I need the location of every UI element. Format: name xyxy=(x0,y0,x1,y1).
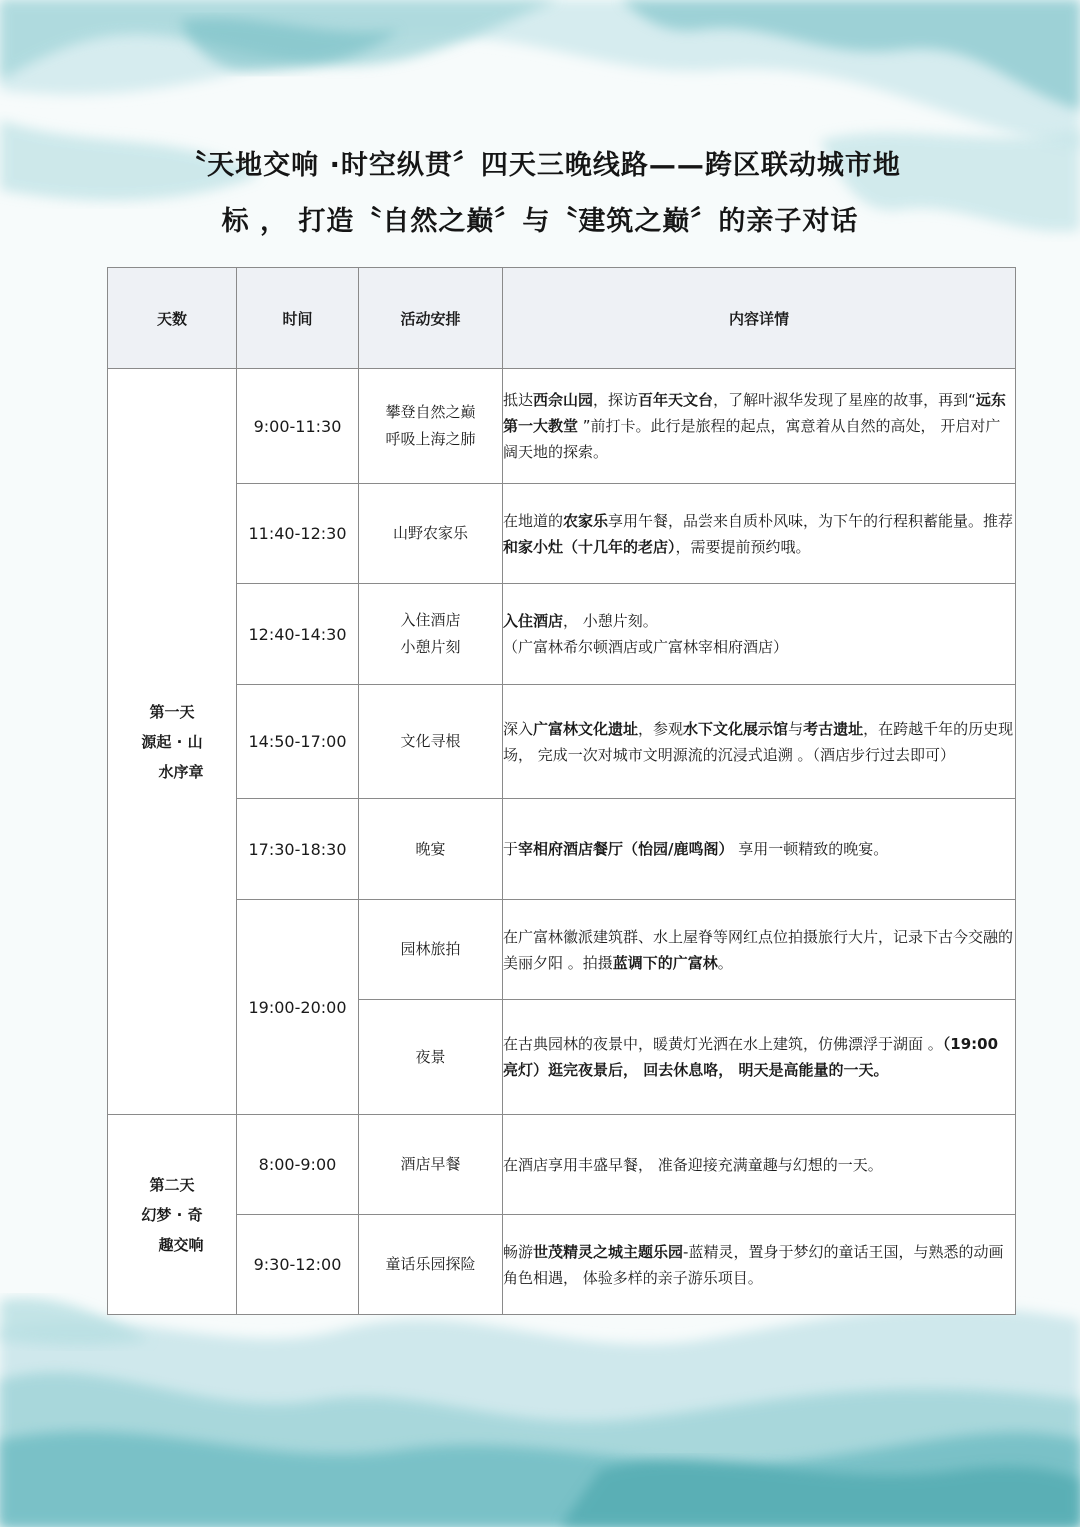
detail-highlight: 和家小灶（十几年的老店） xyxy=(503,537,676,556)
detail-text: 畅游 xyxy=(503,1242,534,1261)
detail-highlight: 广富林文化遗址 xyxy=(533,719,639,738)
detail-text: 抵达 xyxy=(503,391,534,409)
day-one-label: 第一天 xyxy=(149,702,195,721)
detail-highlight: 西佘山园 xyxy=(533,391,594,409)
detail-highlight: 入住酒店 xyxy=(503,612,564,630)
detail-cell xyxy=(503,685,1016,799)
detail-cell xyxy=(503,584,1016,685)
header-day: 天数 xyxy=(108,268,237,369)
header-details: 内容详情 xyxy=(503,268,1016,369)
activity-line: 山野农家乐 xyxy=(392,524,468,542)
activity-cell xyxy=(359,584,503,685)
activity-line: 园林旅拍 xyxy=(400,940,461,958)
activity-cell xyxy=(359,1000,503,1115)
detail-text: 于 xyxy=(503,840,519,858)
detail-text: ， 小憩片刻。 xyxy=(563,612,658,630)
detail-text: ，探访 xyxy=(593,391,639,409)
activity-line: 夜景 xyxy=(415,1047,446,1066)
detail-highlight: 宰相府酒店餐厅（怡园/鹿鸣阁） xyxy=(518,840,734,858)
detail-text: ，参观 xyxy=(638,719,684,738)
activity-cell xyxy=(359,1215,503,1315)
table-row xyxy=(108,1115,1016,1215)
title-line-2: 标 ， 打造〝自然之巅〞与〝建筑之巅〞的亲子对话 xyxy=(221,206,859,237)
day-one-theme-1: 源起 · 山 xyxy=(141,732,203,751)
time-cell: 9:30-12:00 xyxy=(237,1215,359,1315)
time-cell: 19:00-20:00 xyxy=(237,900,359,1115)
detail-cell xyxy=(503,900,1016,1000)
detail-text: ，需要提前预约哦。 xyxy=(675,537,811,556)
time-cell: 14:50-17:00 xyxy=(237,685,359,799)
detail-text: ，了解叶淑华发现了星座的故事，再到“ xyxy=(713,391,976,409)
table-row xyxy=(108,484,1016,584)
detail-text: 与 xyxy=(788,719,804,738)
time-cell: 12:40-14:30 xyxy=(237,584,359,685)
detail-text: 。 xyxy=(717,953,733,972)
detail-text: 在地道的 xyxy=(503,511,564,530)
activity-line: 文化寻根 xyxy=(400,732,461,750)
activity-line: 酒店早餐 xyxy=(400,1155,461,1173)
detail-highlight: 考古遗址 xyxy=(803,719,864,738)
activity-line: 呼吸上海之肺 xyxy=(385,430,476,448)
detail-highlight: 农家乐 xyxy=(563,511,609,530)
activity-line: 小憩片刻 xyxy=(400,638,461,656)
activity-cell xyxy=(359,484,503,584)
detail-highlight: 远东第一大教堂 xyxy=(503,391,1006,435)
day-one-theme-2: 水序章 xyxy=(158,762,204,781)
detail-text: 在古典园林的夜景中，暖黄灯光洒在水上建筑，仿佛漂浮于湖面 。 xyxy=(503,1035,943,1053)
table-row xyxy=(108,900,1016,1000)
page-title xyxy=(0,138,1080,250)
table-row xyxy=(108,584,1016,685)
time-cell: 17:30-18:30 xyxy=(237,799,359,900)
table-row xyxy=(108,369,1016,484)
detail-highlight: 世茂精灵之城主题乐园 xyxy=(533,1242,684,1261)
activity-line: 入住酒店 xyxy=(400,611,461,629)
detail-highlight: （19:00 亮灯）逛完夜景后， 回去休息咯， 明天是高能量的一天。 xyxy=(503,1035,999,1079)
day-two-theme-2: 趣交响 xyxy=(158,1235,204,1254)
header-activity: 活动安排 xyxy=(359,268,503,369)
detail-text: ”前打卡。此行是旅程的起点，寓意着从自然的高处， 开启对广阔天地的探索。 xyxy=(503,417,1001,461)
table-row xyxy=(108,799,1016,900)
detail-text: 在广富林徽派建筑群、水上屋脊等网红点位拍摄旅行大片，记录下古今交融的美丽夕阳 。拍摄 xyxy=(503,927,1014,972)
day-two-label: 第二天 xyxy=(149,1175,195,1194)
detail-text: 享用午餐，品尝来自质朴风味，为下午的行程积蓄能量。推荐 xyxy=(608,511,1014,530)
detail-cell xyxy=(503,1000,1016,1115)
table-header-row xyxy=(108,268,1016,369)
header-time: 时间 xyxy=(237,268,359,369)
activity-cell xyxy=(359,685,503,799)
activity-cell xyxy=(359,1115,503,1215)
detail-text: 在酒店享用丰盛早餐， 准备迎接充满童趣与幻想的一天。 xyxy=(503,1155,883,1174)
detail-text: （广富林希尔顿酒店或广富林宰相府酒店） xyxy=(503,638,789,656)
day-one-cell xyxy=(108,369,237,1115)
activity-line: 童话乐园探险 xyxy=(385,1255,476,1273)
detail-highlight: 水下文化展示馆 xyxy=(683,719,789,738)
activity-line: 晚宴 xyxy=(415,839,446,858)
activity-cell xyxy=(359,900,503,1000)
day-two-cell xyxy=(108,1115,237,1315)
detail-text: -蓝精灵，置身于梦幻的童话王国，与熟悉的动画角色相遇， 体验多样的亲子游乐项目。 xyxy=(503,1242,1004,1287)
activity-cell xyxy=(359,799,503,900)
detail-text: ，在跨越千年的历史现场， 完成一次对城市文明源流的沉浸式追溯 。（酒店步行过去即可） xyxy=(503,719,1014,764)
table-row xyxy=(108,1215,1016,1315)
detail-cell xyxy=(503,369,1016,484)
time-cell: 9:00-11:30 xyxy=(237,369,359,484)
activity-line: 攀登自然之巅 xyxy=(385,403,476,421)
detail-cell xyxy=(503,1215,1016,1315)
detail-highlight: 百年天文台 xyxy=(638,391,714,409)
title-line-1: 〝天地交响 ·时空纵贯〞四天三晚线路——跨区联动城市地 xyxy=(179,150,901,181)
detail-highlight: 蓝调下的广富林 xyxy=(612,953,718,972)
day-two-theme-1: 幻梦 · 奇 xyxy=(141,1205,203,1224)
time-cell: 11:40-12:30 xyxy=(237,484,359,584)
detail-cell xyxy=(503,484,1016,584)
activity-cell xyxy=(359,369,503,484)
table-row xyxy=(108,685,1016,799)
time-cell: 8:00-9:00 xyxy=(237,1115,359,1215)
detail-text: 享用一顿精致的晚宴。 xyxy=(733,840,889,858)
detail-text: 深入 xyxy=(503,719,534,738)
detail-cell xyxy=(503,799,1016,900)
detail-cell xyxy=(503,1115,1016,1215)
itinerary-table xyxy=(107,267,1016,1315)
